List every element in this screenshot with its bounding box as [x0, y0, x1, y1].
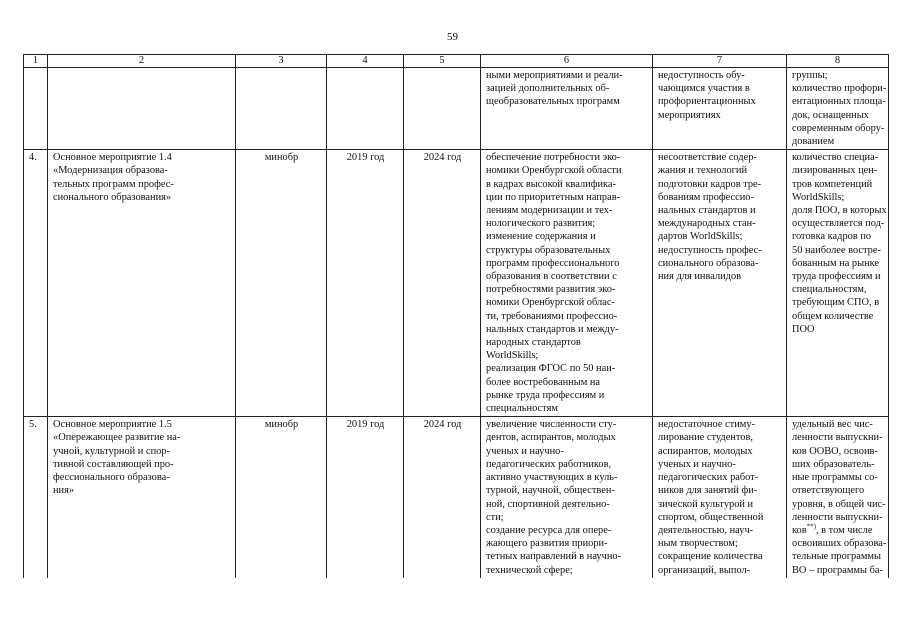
text-line: бованиям профессио- [658, 191, 754, 203]
text-line: реализация ФГОС по 50 наи- [486, 363, 616, 375]
text-line: ников для занятий фи- [658, 485, 758, 497]
text-line: сокращение количества [658, 551, 763, 563]
text-line: создание ресурса для опере- [486, 524, 612, 536]
row-number: 4. [24, 150, 48, 417]
text-line: потребностями развития эко- [486, 284, 616, 296]
text-line: аспирантов, молодых [658, 445, 753, 457]
text-line: лениям модернизации и тех- [486, 205, 613, 217]
text-line: ученых и научно- [486, 445, 564, 457]
text-line: сионального образова- [658, 257, 759, 269]
text-line: общем количестве [792, 310, 874, 322]
text-line: обеспечение потребности эко- [486, 152, 621, 164]
text-line: увеличение численности сту- [486, 419, 617, 431]
text-line: освоивших образова- [792, 538, 887, 550]
result-cell [481, 150, 653, 417]
start-cell: 2019 год [327, 417, 404, 578]
text-line: дентов, аспирантов, молодых [486, 432, 616, 444]
text-line: уровня, в общей чис- [792, 498, 886, 510]
text-line: группы; [792, 70, 828, 81]
text-line: сти; [486, 511, 504, 523]
text-line: ными мероприятиями и реали- [486, 70, 623, 81]
footnote-marker: **) [806, 522, 816, 531]
col-header-7: 7 [653, 55, 787, 68]
program-table [23, 54, 889, 578]
executor-cell: минобр [236, 150, 327, 417]
text-line: турной, научной, обществен- [486, 485, 615, 497]
text-line: жания и технологий [658, 165, 748, 177]
text-line: профориентационных [658, 96, 756, 108]
text-line: тетных направлений в научно- [486, 551, 622, 563]
text-line: педагогических работ- [658, 472, 759, 484]
text-line: лизированных цен- [792, 165, 878, 177]
indicator-cell [787, 68, 889, 150]
table-row [24, 417, 889, 578]
text-fragment: в том числе [821, 524, 873, 536]
result-cell [481, 417, 653, 578]
text-line: количество профори- [792, 83, 887, 95]
text-line: 50 наиболее востре- [792, 244, 881, 256]
text-line: структуры образовательных [486, 244, 611, 256]
text-line: нологического развития; [486, 218, 596, 230]
text-line: спортом, общественной [658, 511, 764, 523]
text-line: ков**), в том числе [792, 522, 873, 536]
text-fragment: ков [792, 524, 807, 536]
text-line: труда профессиям и [792, 271, 881, 283]
text-line: организаций, выпол- [658, 564, 751, 576]
text-line: тивной составляющей про- [53, 458, 174, 470]
text-line: технической сфере; [486, 564, 573, 576]
event-cell [48, 150, 236, 417]
text-line: ные программы со- [792, 472, 878, 484]
text-line: несоответствие содер- [658, 152, 757, 164]
text-line: требующим СПО, в [792, 297, 880, 309]
col-header-6: 6 [481, 55, 653, 68]
col-header-2: 2 [48, 55, 236, 68]
text-line: зацией дополнительных об- [486, 83, 610, 95]
text-line: тров компетенций [792, 178, 873, 190]
text-line: ответствующего [792, 485, 865, 497]
end-cell: 2024 год [404, 417, 481, 578]
text-line: учной, культурной и спор- [53, 445, 170, 457]
text-line: щеобразовательных программ [486, 96, 620, 108]
text-line: нальных стандартов и [658, 205, 756, 217]
text-line: док, оснащенных [792, 109, 869, 121]
text-line: недостаточное стиму- [658, 419, 755, 431]
text-line: ной, спортивной деятельно- [486, 498, 610, 510]
text-line: чающимся участия в [658, 83, 750, 95]
text-line: Основное мероприятие 1.4 [53, 152, 172, 164]
text-line: Основное мероприятие 1.5 [53, 419, 172, 431]
result-cell [481, 68, 653, 150]
text-line: активно участвующих в куль- [486, 472, 618, 484]
text-line: программ профессионального [486, 257, 620, 269]
event-cell [48, 417, 236, 578]
text-line: недоступность профес- [658, 244, 762, 256]
start-cell [327, 68, 404, 150]
text-line: ВО – программы ба- [792, 564, 883, 576]
table-row [24, 68, 889, 150]
text-line: сионального образования» [53, 191, 172, 203]
text-line: тельных программ профес- [53, 178, 174, 190]
page-number: 59 [447, 31, 458, 43]
text-line: народных стандартов [486, 337, 581, 349]
text-line: лирование студентов, [658, 432, 753, 444]
text-line: «Опережающее развитие на- [53, 432, 181, 444]
text-line: ПОО [792, 323, 815, 335]
text-line: дованием [792, 136, 835, 148]
text-line: ших образователь- [792, 458, 875, 470]
text-line: ния» [53, 485, 75, 497]
text-line: подготовки кадров тре- [658, 178, 762, 190]
text-line: ния для инвалидов [658, 271, 742, 283]
indicator-cell [787, 150, 889, 417]
text-line: недоступность обу- [658, 70, 745, 81]
text-line: фессионального образова- [53, 472, 170, 484]
risk-cell [653, 150, 787, 417]
indicator-cell [787, 417, 889, 578]
text-line: нальных стандартов и между- [486, 323, 619, 335]
text-line: тельные программы [792, 551, 881, 563]
text-line: современным обору- [792, 122, 885, 134]
text-line: более востребованным на [486, 376, 601, 388]
risk-cell [653, 417, 787, 578]
executor-cell [236, 68, 327, 150]
text-line: номики Оренбургской области [486, 165, 622, 177]
text-line: деятельностью, науч- [658, 524, 754, 536]
end-cell [404, 68, 481, 150]
text-line: ученых и научно- [658, 458, 736, 470]
text-line: специальностям, [792, 284, 867, 296]
text-line: мероприятиях [658, 109, 721, 121]
text-line: ентационных площа- [792, 96, 886, 108]
risk-cell [653, 68, 787, 150]
start-cell: 2019 год [327, 150, 404, 417]
text-line: бованным на рынке [792, 257, 880, 269]
column-number-row [24, 55, 889, 68]
executor-cell: минобр [236, 417, 327, 578]
col-header-1: 1 [24, 55, 48, 68]
text-line: дартов WorldSkills; [658, 231, 743, 243]
text-line: рынке труда профессиям и [486, 389, 605, 401]
text-line: педагогических работников, [486, 458, 612, 470]
text-line: ленности выпускни- [792, 432, 883, 444]
text-line: «Модернизация образова- [53, 165, 168, 177]
text-line: доля ПОО, в которых [792, 205, 887, 217]
text-line: специальностям [486, 403, 558, 415]
col-header-4: 4 [327, 55, 404, 68]
event-cell [48, 68, 236, 150]
row-number [24, 68, 48, 150]
text-line: жающего развития приори- [486, 538, 608, 550]
text-line: ленности выпускни- [792, 511, 883, 523]
text-line: готовка кадров по [792, 231, 872, 243]
text-line: образования в соответствии с [486, 271, 617, 283]
text-line: осуществляется под- [792, 218, 885, 230]
col-header-8: 8 [787, 55, 889, 68]
text-line: ции по приоритетным направ- [486, 191, 621, 203]
text-line: зической культурой и [658, 498, 754, 510]
table-row [24, 150, 889, 417]
text-line: WorldSkills; [792, 191, 845, 203]
text-line: ным творчеством; [658, 538, 738, 550]
text-line: удельный вес чис- [792, 419, 873, 431]
text-line: ков ООВО, освоив- [792, 445, 878, 457]
text-line: количество специа- [792, 152, 879, 164]
col-header-5: 5 [404, 55, 481, 68]
text-line: в кадрах высокой квалифика- [486, 178, 616, 190]
text-line: международных стан- [658, 218, 756, 230]
text-line: номики Оренбургской облас- [486, 297, 615, 309]
row-number: 5. [24, 417, 48, 578]
text-line: изменение содержания и [486, 231, 596, 243]
col-header-3: 3 [236, 55, 327, 68]
text-line: WorldSkills; [486, 350, 539, 362]
end-cell: 2024 год [404, 150, 481, 417]
text-line: ти, требованиями профессио- [486, 310, 618, 322]
